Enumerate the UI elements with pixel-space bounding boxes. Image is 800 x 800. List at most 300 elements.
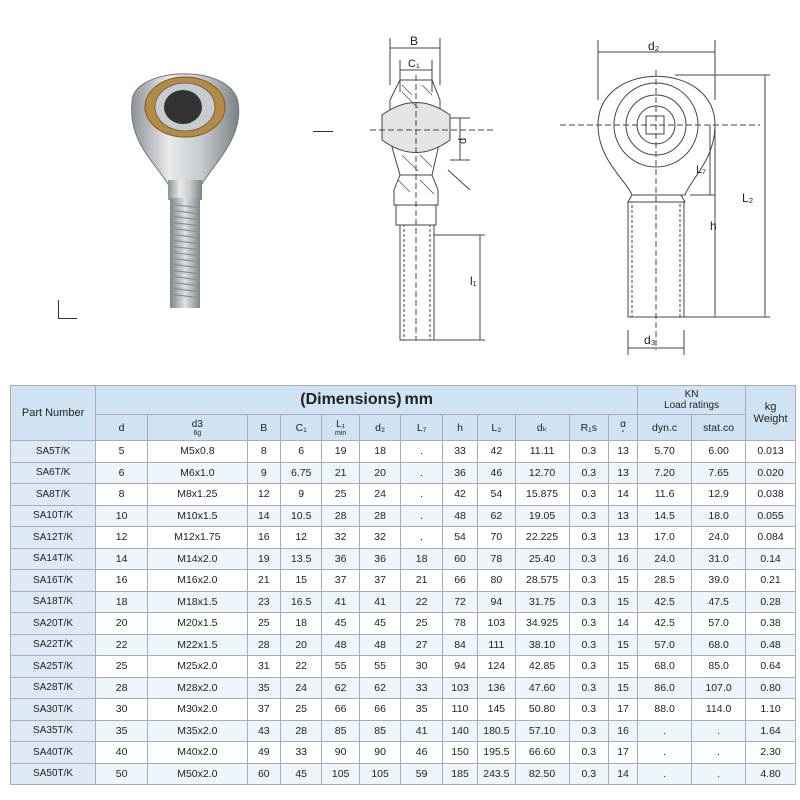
header-row-top [11,386,796,415]
table-cell: 46 [478,462,515,484]
table-cell: M40x2.0 [148,742,248,764]
col-d2: d₂ [359,415,401,441]
table-cell: 90 [359,742,401,764]
table-cell: 195.5 [478,742,515,764]
table-cell: 0.3 [569,484,608,506]
table-cell: 107.0 [692,677,746,699]
corner-mark [58,300,77,319]
table-cell: 0.3 [569,677,608,699]
table-cell: 32 [359,527,401,549]
table-cell: 17 [609,699,638,721]
table-cell: 55 [359,656,401,678]
table-cell: 48 [322,634,359,656]
table-cell: 0.055 [746,505,796,527]
table-cell: 0.3 [569,548,608,570]
table-cell: 0.038 [746,484,796,506]
table-cell: 18.0 [692,505,746,527]
table-cell: 16 [247,527,280,549]
table-cell: 103 [478,613,515,635]
table-cell: M6x1.0 [148,462,248,484]
table-cell: 19 [322,441,359,463]
table-row [11,484,796,506]
part-number-cell: SA10T/K [11,505,96,527]
spec-table-body [11,441,796,785]
table-cell: 62 [478,505,515,527]
table-cell: 15 [609,634,638,656]
col-dk: dₖ [515,415,569,441]
table-cell: 50 [96,763,148,785]
col-h: h [442,415,477,441]
table-cell: 57.10 [515,720,569,742]
table-cell: 85 [359,720,401,742]
table-cell: 59 [401,763,443,785]
table-cell: 78 [478,548,515,570]
table-cell: M16x2.0 [148,570,248,592]
table-cell: M35x2.0 [148,720,248,742]
load-ratings-header [638,386,746,415]
table-cell: 0.3 [569,613,608,635]
table-cell: 20 [280,634,322,656]
table-cell: 0.3 [569,505,608,527]
table-cell: 0.3 [569,634,608,656]
table-cell: 15.875 [515,484,569,506]
weight-label: Weight [753,413,788,425]
col-dyn: dyn.c [638,415,692,441]
table-cell: 8 [247,441,280,463]
part-number-cell: SA50T/K [11,763,96,785]
table-cell: 28 [359,505,401,527]
col-d3: d3 6g [148,415,248,441]
table-cell: 41 [401,720,443,742]
table-cell: 105 [359,763,401,785]
table-cell: 35 [401,699,443,721]
table-cell: 25 [280,699,322,721]
table-cell: 86.0 [638,677,692,699]
table-cell: 0.084 [746,527,796,549]
table-cell: 68.0 [692,634,746,656]
part-number-cell: SA8T/K [11,484,96,506]
table-cell: 62 [359,677,401,699]
table-cell: 0.3 [569,699,608,721]
table-row [11,634,796,656]
label-b: B [410,34,419,48]
table-cell: 0.013 [746,441,796,463]
table-cell: . [638,763,692,785]
table-cell: 10.5 [280,505,322,527]
col-alpha: α ° [609,415,638,441]
table-cell: 55 [322,656,359,678]
table-cell: 22 [96,634,148,656]
col-r1s: R₁s [569,415,608,441]
table-cell: 5 [96,441,148,463]
table-cell: 16 [609,548,638,570]
table-cell: 21 [322,462,359,484]
table-cell: 0.3 [569,656,608,678]
table-cell: 32 [322,527,359,549]
table-cell: 7.65 [692,462,746,484]
table-cell: 68.0 [638,656,692,678]
table-cell: 0.28 [746,591,796,613]
col-l1: L₁ min [322,415,359,441]
table-cell: 78 [442,613,477,635]
table-cell: . [401,484,443,506]
table-cell: 18 [401,548,443,570]
table-cell: . [692,763,746,785]
table-cell: 12.70 [515,462,569,484]
table-cell: M22x1.5 [148,634,248,656]
table-cell: 124 [478,656,515,678]
table-cell: 46 [401,742,443,764]
table-cell: 40 [96,742,148,764]
table-cell: 25 [322,484,359,506]
table-cell: M20x1.5 [148,613,248,635]
part-number-cell: SA35T/K [11,720,96,742]
table-cell: 88.0 [638,699,692,721]
table-cell: 18 [280,613,322,635]
table-cell: 145 [478,699,515,721]
table-cell: 12.9 [692,484,746,506]
table-cell: 37 [247,699,280,721]
table-cell: 14.5 [638,505,692,527]
part-number-cell: SA14T/K [11,548,96,570]
table-cell: 22.225 [515,527,569,549]
table-cell: 17 [609,742,638,764]
table-cell: 12 [247,484,280,506]
table-cell: 25 [401,613,443,635]
table-cell: 21 [247,570,280,592]
table-row [11,505,796,527]
table-cell: 54 [478,484,515,506]
part-number-cell: SA30T/K [11,699,96,721]
part-number-cell: SA5T/K [11,441,96,463]
table-cell: 11.11 [515,441,569,463]
table-cell: 47.60 [515,677,569,699]
table-cell: 180.5 [478,720,515,742]
table-cell: . [638,720,692,742]
table-cell: 0.80 [746,677,796,699]
table-row [11,742,796,764]
spec-table [10,385,796,785]
table-cell: M30x2.0 [148,699,248,721]
table-cell: 85.0 [692,656,746,678]
table-row [11,462,796,484]
table-cell: 85 [322,720,359,742]
table-cell: 31.75 [515,591,569,613]
table-cell: 7.20 [638,462,692,484]
table-cell: 43 [247,720,280,742]
dimensions-title: (Dimensions) [300,391,402,408]
table-cell: 37 [359,570,401,592]
table-cell: M18x1.5 [148,591,248,613]
table-cell: 111 [478,634,515,656]
table-cell: M14x2.0 [148,548,248,570]
table-cell: 9 [247,462,280,484]
table-row [11,591,796,613]
table-cell: 35 [247,677,280,699]
table-cell: 45 [359,613,401,635]
table-cell: 35 [96,720,148,742]
table-cell: 90 [322,742,359,764]
table-cell: 42 [442,484,477,506]
table-cell: 19 [247,548,280,570]
table-cell: M12x1.75 [148,527,248,549]
table-cell: 30 [96,699,148,721]
table-cell: 140 [442,720,477,742]
table-cell: M8x1.25 [148,484,248,506]
table-row [11,441,796,463]
table-cell: M10x1.5 [148,505,248,527]
table-cell: 25 [96,656,148,678]
table-cell: 12 [280,527,322,549]
table-cell: 22 [280,656,322,678]
table-row [11,613,796,635]
table-cell: 0.3 [569,570,608,592]
part-number-cell: SA20T/K [11,613,96,635]
table-cell: 110 [442,699,477,721]
side-section-drawing [370,30,500,350]
label-l2: L₂ [742,191,754,205]
table-cell: 14 [609,484,638,506]
table-cell: 16.5 [280,591,322,613]
label-h: h [710,219,717,233]
table-cell: 24.0 [692,527,746,549]
part-number-cell: SA40T/K [11,742,96,764]
table-cell: 0.3 [569,742,608,764]
table-cell: 16 [96,570,148,592]
kg-label: kg [764,401,777,413]
part-number-cell: SA28T/K [11,677,96,699]
table-cell: 6 [280,441,322,463]
table-cell: 150 [442,742,477,764]
table-cell: 4.80 [746,763,796,785]
table-cell: 9 [280,484,322,506]
table-row [11,720,796,742]
table-cell: 37 [322,570,359,592]
table-cell: . [401,441,443,463]
table-cell: 28 [322,505,359,527]
table-cell: 12 [96,527,148,549]
table-cell: 41 [322,591,359,613]
table-cell: 114.0 [692,699,746,721]
table-cell: 28 [280,720,322,742]
table-cell: 6.00 [692,441,746,463]
table-cell: 45 [322,613,359,635]
part-number-cell: SA18T/K [11,591,96,613]
table-cell: 82.50 [515,763,569,785]
table-cell: 49 [247,742,280,764]
table-cell: 72 [442,591,477,613]
table-cell: 19.05 [515,505,569,527]
table-cell: 42.5 [638,613,692,635]
table-cell: 0.3 [569,527,608,549]
table-cell: 13 [609,441,638,463]
table-cell: 80 [478,570,515,592]
table-cell: 62 [322,677,359,699]
table-cell: 66 [359,699,401,721]
table-cell: 22 [401,591,443,613]
table-cell: 13 [609,462,638,484]
table-cell: 105 [322,763,359,785]
table-cell: 54 [442,527,477,549]
part-number-cell: SA22T/K [11,634,96,656]
table-cell: 5.70 [638,441,692,463]
table-cell: 36 [442,462,477,484]
table-cell: 66.60 [515,742,569,764]
table-cell: 10 [96,505,148,527]
col-l7: L₇ [401,415,443,441]
label-d2: d₂ [648,39,660,53]
table-cell: 0.21 [746,570,796,592]
table-cell: 33 [401,677,443,699]
table-cell: 14 [96,548,148,570]
table-cell: 33 [280,742,322,764]
label-d3: d₃ [644,333,656,347]
table-cell: 14 [609,763,638,785]
table-cell: M5x0.8 [148,441,248,463]
table-cell: 13.5 [280,548,322,570]
table-cell: 20 [96,613,148,635]
table-cell: 136 [478,677,515,699]
load-ratings-label: Load ratings [664,400,720,411]
table-cell: 103 [442,677,477,699]
table-cell: M50x2.0 [148,763,248,785]
table-row [11,699,796,721]
table-cell: . [692,720,746,742]
table-cell: 6.75 [280,462,322,484]
table-cell: 42.5 [638,591,692,613]
table-cell: 11.6 [638,484,692,506]
table-cell: 25.40 [515,548,569,570]
table-cell: 94 [442,656,477,678]
table-cell: 0.38 [746,613,796,635]
table-cell: 15 [609,677,638,699]
table-cell: 27 [401,634,443,656]
table-cell: 14 [247,505,280,527]
col-b: B [247,415,280,441]
table-cell: 0.3 [569,591,608,613]
table-cell: 25 [247,613,280,635]
table-cell: 41 [359,591,401,613]
table-cell: 66 [442,570,477,592]
table-cell: 6 [96,462,148,484]
table-cell: 31 [247,656,280,678]
table-cell: 94 [478,591,515,613]
table-cell: 243.5 [478,763,515,785]
table-cell: . [401,527,443,549]
table-cell: 8 [96,484,148,506]
table-cell: . [401,505,443,527]
table-cell: 34.925 [515,613,569,635]
label-c1: C₁ [408,58,420,70]
table-cell: 16 [609,720,638,742]
table-cell: 28 [247,634,280,656]
table-row [11,763,796,785]
table-row [11,570,796,592]
table-cell: . [401,462,443,484]
table-cell: 1.64 [746,720,796,742]
weight-header [746,386,796,441]
table-cell: 0.3 [569,763,608,785]
dash-mark [313,131,333,132]
header-row-sub [11,415,796,441]
table-cell: 18 [359,441,401,463]
table-row [11,548,796,570]
col-c1: C₁ [280,415,322,441]
table-cell: 33 [442,441,477,463]
label-l7: L₇ [696,164,706,176]
table-cell: 28.575 [515,570,569,592]
table-cell: 13 [609,527,638,549]
table-cell: 38.10 [515,634,569,656]
table-cell: M28x2.0 [148,677,248,699]
table-cell: 36 [322,548,359,570]
table-cell: 185 [442,763,477,785]
table-cell: 48 [442,505,477,527]
table-cell: 42 [478,441,515,463]
table-cell: 45 [280,763,322,785]
part-number-cell: SA12T/K [11,527,96,549]
table-cell: 17.0 [638,527,692,549]
table-cell: 0.3 [569,462,608,484]
dimensions-unit: mm [404,391,433,408]
table-cell: 48 [359,634,401,656]
table-cell: 70 [478,527,515,549]
dimensions-header [96,386,638,415]
part-number-cell: SA16T/K [11,570,96,592]
table-cell: 50.80 [515,699,569,721]
table-cell: 0.64 [746,656,796,678]
table-cell: 0.3 [569,720,608,742]
table-cell: 28.5 [638,570,692,592]
table-cell: 47.5 [692,591,746,613]
table-cell: 15 [280,570,322,592]
table-row [11,677,796,699]
table-cell: 0.48 [746,634,796,656]
table-cell: 24.0 [638,548,692,570]
table-cell: 18 [96,591,148,613]
table-cell: 21 [401,570,443,592]
label-l1: l₁ [470,274,477,288]
table-cell: 13 [609,505,638,527]
table-cell: 0.3 [569,441,608,463]
table-cell: 60 [247,763,280,785]
part-number-cell: SA6T/K [11,462,96,484]
table-cell: 30 [401,656,443,678]
table-cell: 20 [359,462,401,484]
table-cell: 23 [247,591,280,613]
part-number-header: Part Number [11,386,96,441]
table-cell: 28 [96,677,148,699]
rod-end-photo [120,62,260,322]
table-cell: 24 [280,677,322,699]
table-cell: 60 [442,548,477,570]
table-row [11,527,796,549]
table-cell: . [692,742,746,764]
table-cell: 1.10 [746,699,796,721]
col-stat: stat.co [692,415,746,441]
part-number-cell: SA25T/K [11,656,96,678]
col-d: d [96,415,148,441]
table-cell: 31.0 [692,548,746,570]
table-cell: 0.020 [746,462,796,484]
table-cell: 57.0 [638,634,692,656]
table-cell: . [638,742,692,764]
kn-label: KN [684,389,699,400]
table-cell: 36 [359,548,401,570]
table-cell: 57.0 [692,613,746,635]
table-cell: 42.85 [515,656,569,678]
table-cell: 15 [609,570,638,592]
